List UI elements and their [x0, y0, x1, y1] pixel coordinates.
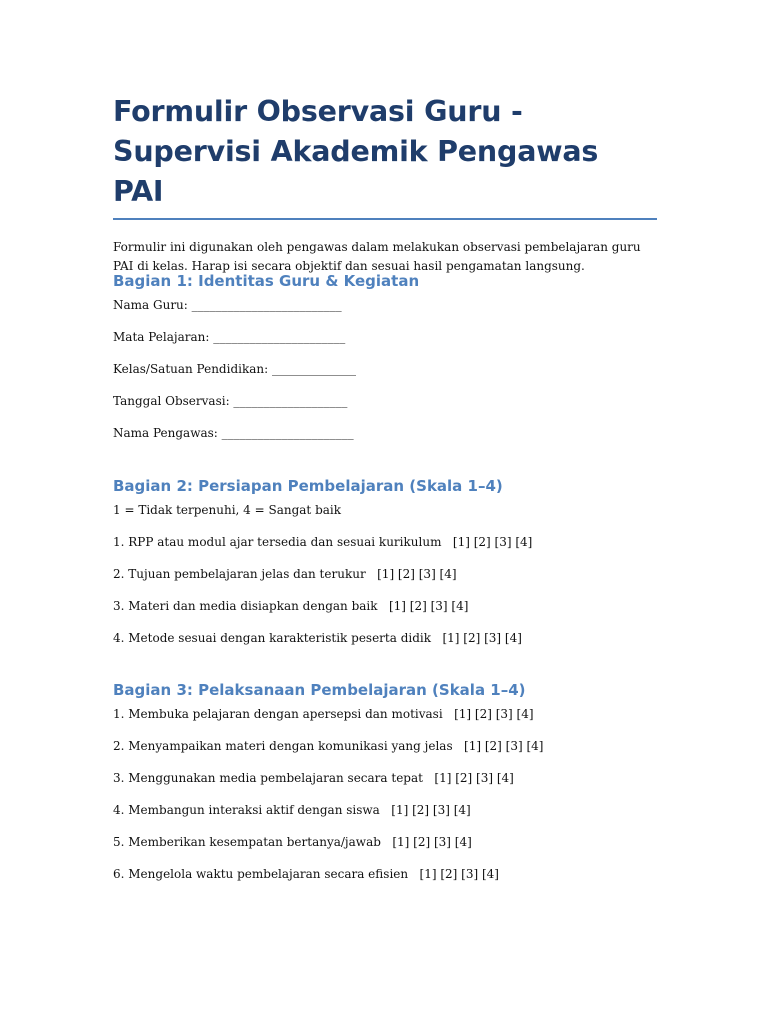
document-title: Formulir Observasi Guru - Supervisi Akademik Pengawas PAI	[113, 92, 657, 220]
rating-item: 5. Memberikan kesempatan bertanya/jawab [1] [2] [3] [4]	[113, 835, 472, 849]
rating-item: 3. Menggunakan media pembelajaran secara tepat [1] [2] [3] [4]	[113, 771, 514, 785]
rating-item: 6. Mengelola waktu pembelajaran secara efisien [1] [2] [3] [4]	[113, 867, 499, 881]
section-implementation	[113, 680, 544, 881]
section-2-heading: Bagian 2: Persiapan Pembelajaran (Skala 1–4)	[113, 477, 503, 495]
rating-item: 4. Metode sesuai dengan karakteristik peserta didik [1] [2] [3] [4]	[113, 631, 522, 645]
field-tanggal-observasi: Tanggal Observasi: ___________________	[113, 394, 348, 408]
field-kelas-satuan: Kelas/Satuan Pendidikan: ______________	[113, 362, 356, 376]
rating-item: 1. RPP atau modul ajar tersedia dan sesuai kurikulum [1] [2] [3] [4]	[113, 535, 533, 549]
rating-item: 4. Membangun interaksi aktif dengan siswa [1] [2] [3] [4]	[113, 803, 471, 817]
intro-paragraph: Formulir ini digunakan oleh pengawas dalam melakukan observasi pembelajaran guru PAI di kelas. Harap isi secara objektif dan sesuai hasil pengamatan langsung.	[113, 240, 641, 273]
section-3-heading: Bagian 3: Pelaksanaan Pembelajaran (Skala 1–4)	[113, 681, 526, 699]
field-nama-pengawas: Nama Pengawas: ______________________	[113, 426, 354, 440]
section-1-heading: Bagian 1: Identitas Guru & Kegiatan	[113, 272, 420, 290]
rating-item: 3. Materi dan media disiapkan dengan baik [1] [2] [3] [4]	[113, 599, 469, 613]
field-mata-pelajaran: Mata Pelajaran: ______________________	[113, 330, 346, 344]
rating-item: 2. Tujuan pembelajaran jelas dan terukur [1] [2] [3] [4]	[113, 567, 457, 581]
rating-item: 2. Menyampaikan materi dengan komunikasi yang jelas [1] [2] [3] [4]	[113, 739, 544, 753]
field-nama-guru: Nama Guru: _________________________	[113, 298, 342, 312]
section-preparation	[113, 476, 533, 645]
section-identity	[113, 271, 420, 440]
document-page	[113, 92, 657, 881]
rating-item: 1. Membuka pelajaran dengan apersepsi dan motivasi [1] [2] [3] [4]	[113, 707, 534, 721]
scale-note: 1 = Tidak terpenuhi, 4 = Sangat baik	[113, 503, 342, 517]
